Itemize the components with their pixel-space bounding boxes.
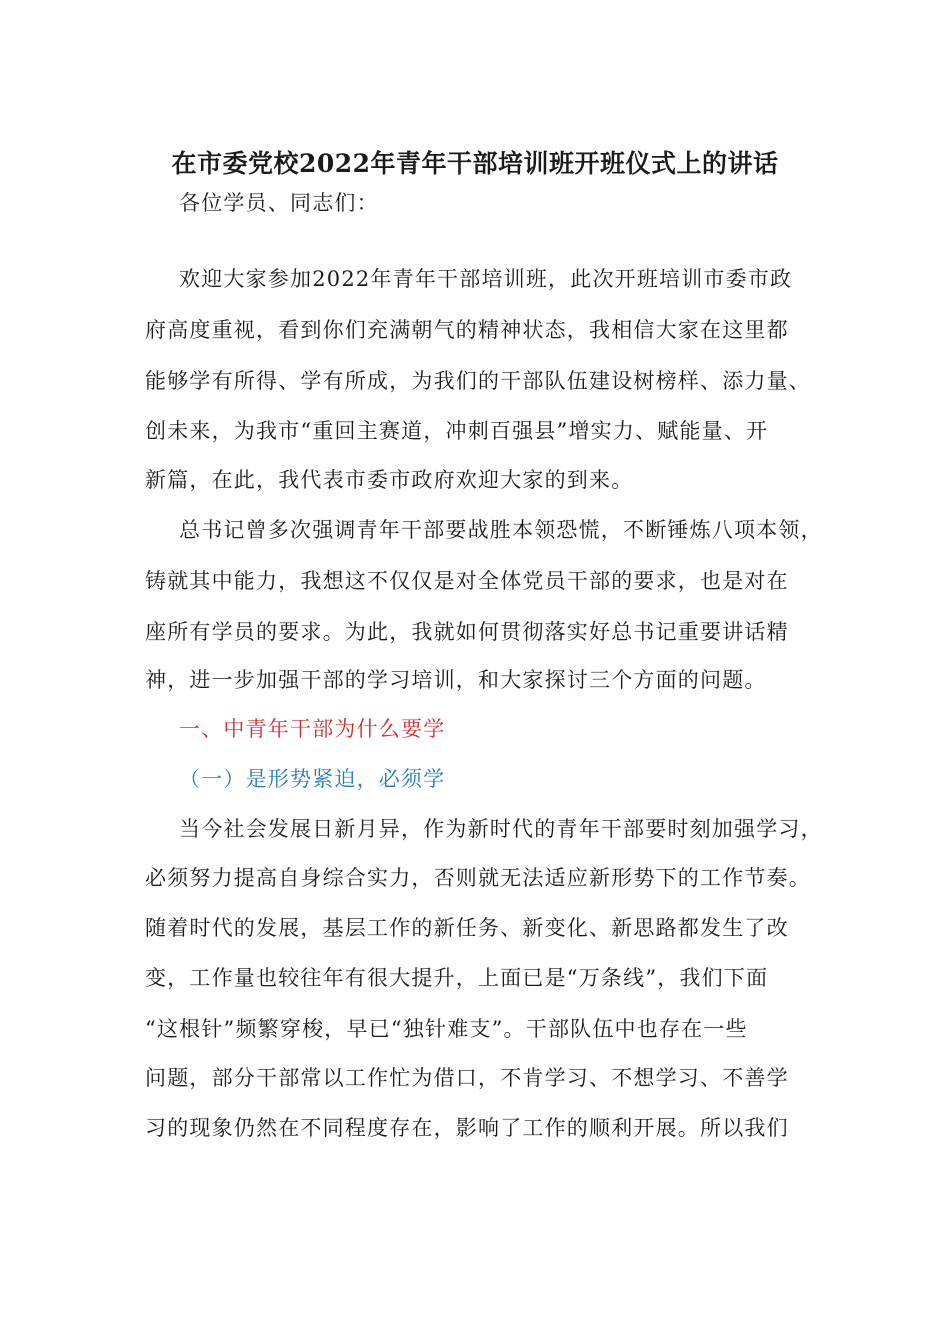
text-line: 习的现象仍然在不同程度存在，影响了工作的顺利开展。所以我们 [145, 1116, 789, 1140]
text-line: 府高度重视，看到你们充满朝气的精神状态，我相信大家在这里都 [145, 318, 789, 342]
text-line: 创未来，为我市“重回主赛道，冲刺百强县”增实力、赋能量、开 [145, 419, 769, 443]
text-line: 新篇，在此，我代表市委市政府欢迎大家的到来。 [145, 468, 634, 492]
text-line: 欢迎大家参加2022年青年干部培训班，此次开班培训市委市政 [179, 267, 793, 291]
section-subheading: （一）是形势紧迫，必须学 [179, 767, 446, 791]
text-line: 总书记曾多次强调青年干部要战胜本领恐慌，不断锤炼八项本领， [179, 518, 823, 542]
text-line: 变，工作量也较往年有很大提升，上面已是“万条线”，我们下面 [145, 966, 769, 990]
text-line: 问题，部分干部常以工作忙为借口，不肯学习、不想学习、不善学 [145, 1066, 789, 1090]
salutation: 各位学员、同志们： [179, 191, 379, 215]
text-line: 随着时代的发展，基层工作的新任务、新变化、新思路都发生了改 [145, 916, 789, 940]
text-line: “这根针”频繁穿梭，早已“独针难支”。干部队伍中也存在一些 [145, 1017, 748, 1041]
text-line: 座所有学员的要求。为此，我就如何贯彻落实好总书记重要讲话精 [145, 620, 789, 644]
text-line: 铸就其中能力，我想这不仅仅是对全体党员干部的要求，也是对在 [145, 569, 789, 593]
section-heading: 一、中青年干部为什么要学 [179, 717, 446, 741]
text-line: 当今社会发展日新月异，作为新时代的青年干部要时刻加强学习， [179, 817, 823, 841]
text-line: 能够学有所得、学有所成，为我们的干部队伍建设树榜样、添力量、 [145, 369, 811, 393]
text-line: 神，进一步加强干部的学习培训，和大家探讨三个方面的问题。 [145, 668, 767, 692]
document-title: 在市委党校2022年青年干部培训班开班仪式上的讲话 [171, 149, 779, 178]
text-line: 必须努力提高自身综合实力，否则就无法适应新形势下的工作节奏。 [145, 866, 811, 890]
